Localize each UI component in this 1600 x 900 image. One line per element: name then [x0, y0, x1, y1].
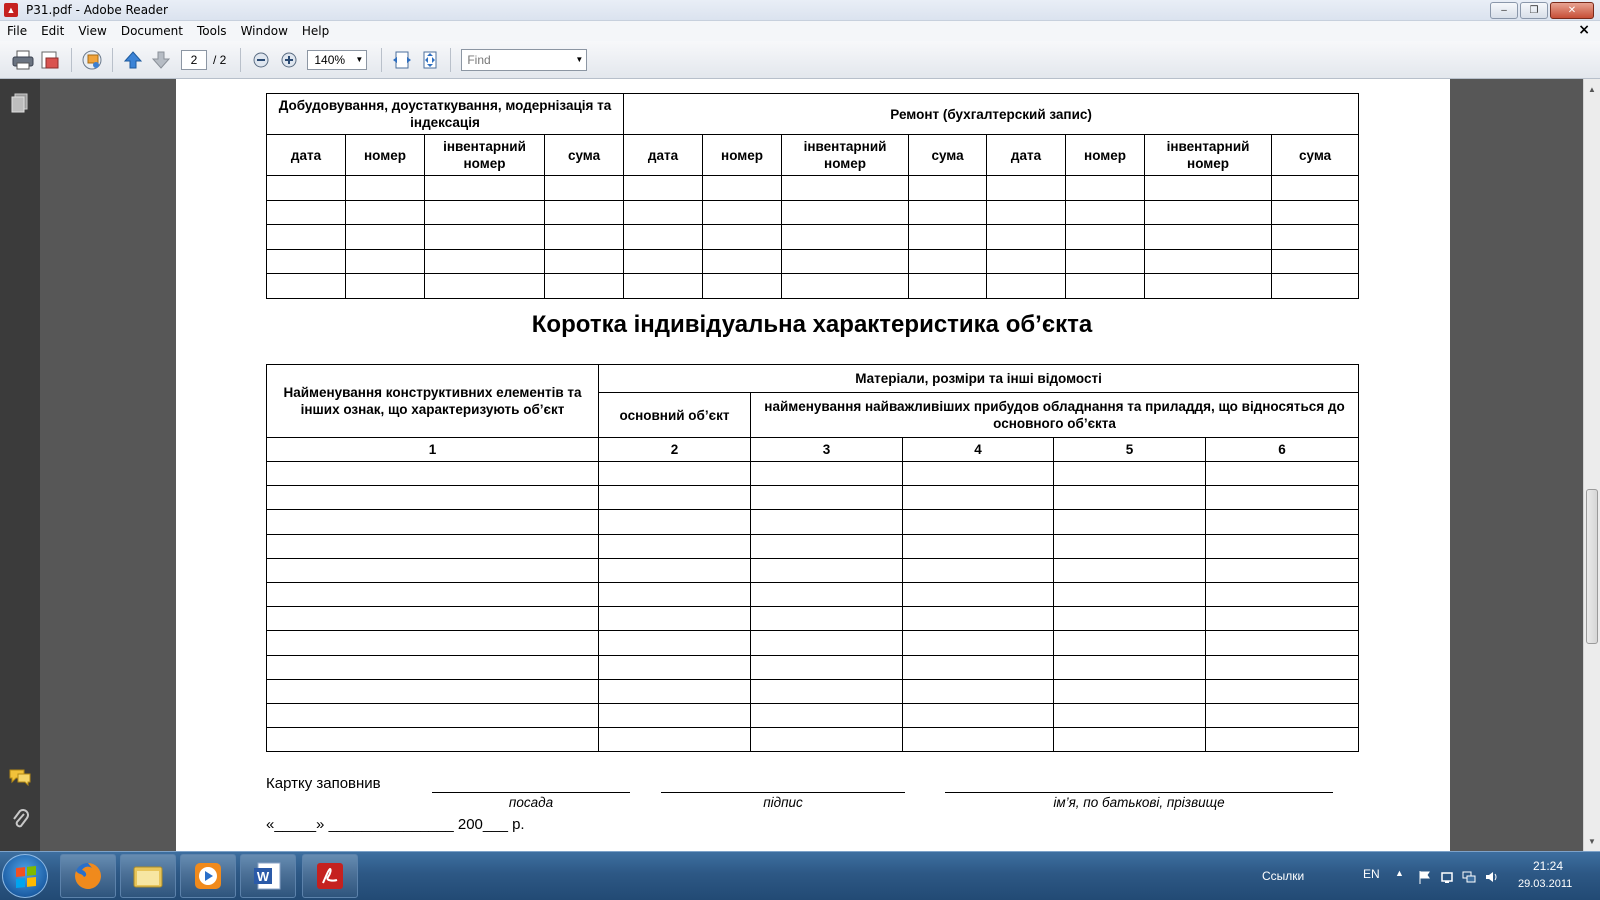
- date-line: «_____» _______________ 200___ р.: [266, 816, 525, 833]
- filled-by-label: Картку заповнив: [266, 775, 381, 792]
- find-placeholder: Find: [467, 52, 491, 67]
- explorer-taskbar-button[interactable]: [120, 854, 176, 898]
- table-row: [267, 225, 1359, 250]
- toolbar-separator: [381, 48, 382, 72]
- comments-icon[interactable]: [8, 765, 32, 789]
- window-title: P31.pdf - Adobe Reader: [26, 3, 168, 17]
- media-player-taskbar-button[interactable]: [180, 854, 236, 898]
- title-bar: [0, 0, 1600, 21]
- restore-button[interactable]: ❐: [1520, 2, 1548, 19]
- firefox-taskbar-button[interactable]: [60, 854, 116, 898]
- start-button[interactable]: [2, 854, 48, 898]
- table-row: [267, 200, 1359, 225]
- zoom-select[interactable]: [307, 50, 367, 70]
- column-number: 6: [1206, 438, 1359, 462]
- table-row: [267, 558, 1359, 582]
- media-player-icon: [192, 860, 224, 892]
- previous-page-icon[interactable]: [122, 49, 144, 71]
- table-row: [267, 176, 1359, 201]
- table-row: [267, 607, 1359, 631]
- toolbar-separator: [240, 48, 241, 72]
- position-caption: посада: [508, 795, 554, 810]
- scroll-up-icon[interactable]: ▲: [1588, 84, 1596, 94]
- chevron-down-icon: ▼: [355, 54, 364, 64]
- word-taskbar-button[interactable]: [240, 854, 296, 898]
- column-number: 5: [1054, 438, 1206, 462]
- group-header-repair: Ремонт (бухгалтерский запис): [624, 94, 1359, 135]
- zoom-value: 140%: [314, 52, 346, 67]
- column-header: сума: [545, 135, 624, 176]
- menu-tools[interactable]: Tools: [197, 24, 227, 38]
- full-name-caption: ім’я, по батькові, прізвище: [1053, 795, 1225, 810]
- characteristics-table: [266, 364, 1359, 752]
- column-header: інвентарний номер: [1145, 135, 1272, 176]
- main-object-header: основний об’єкт: [599, 393, 751, 438]
- table-row: [267, 274, 1359, 299]
- column-header: номер: [1066, 135, 1145, 176]
- column-header: сума: [1272, 135, 1359, 176]
- adobe-reader-taskbar-button[interactable]: [302, 854, 358, 898]
- menu-file[interactable]: File: [7, 24, 28, 38]
- menu-window[interactable]: Window: [240, 24, 288, 38]
- column-number: 4: [903, 438, 1054, 462]
- column-header: інвентарний номер: [782, 135, 909, 176]
- navigation-panel: [0, 79, 40, 851]
- next-page-icon[interactable]: [150, 49, 172, 71]
- vertical-scrollbar[interactable]: [1583, 79, 1600, 851]
- table-row: [267, 679, 1359, 703]
- menu-view[interactable]: View: [78, 24, 107, 38]
- menu-bar: [0, 21, 1600, 41]
- firefox-icon: [72, 860, 104, 892]
- table-row: [267, 534, 1359, 558]
- materials-header: Матеріали, розміри та інші відомості: [599, 365, 1359, 393]
- volume-icon[interactable]: [1485, 870, 1499, 884]
- table-row: [267, 582, 1359, 606]
- toolbar-separator: [112, 48, 113, 72]
- toolbar-separator: [71, 48, 72, 72]
- folder-icon: [132, 862, 164, 890]
- windows-logo-icon: [16, 866, 36, 888]
- document-viewport[interactable]: [40, 79, 1583, 851]
- column-header: дата: [624, 135, 703, 176]
- menu-document[interactable]: Document: [120, 24, 183, 38]
- column-header: номер: [703, 135, 782, 176]
- column-number: 3: [751, 438, 903, 462]
- table-row: [267, 510, 1359, 534]
- column-header: інвентарний номер: [425, 135, 545, 176]
- menu-help[interactable]: Help: [301, 24, 330, 38]
- zoom-in-icon[interactable]: [278, 49, 300, 71]
- pdf-page: [176, 79, 1450, 851]
- clock-date[interactable]: 29.03.2011: [1518, 878, 1573, 890]
- minimize-button[interactable]: –: [1490, 2, 1518, 19]
- fit-page-icon[interactable]: [419, 49, 441, 71]
- adobe-reader-icon: ▲: [4, 3, 18, 17]
- column-header: дата: [267, 135, 346, 176]
- table-row: [267, 249, 1359, 274]
- accessories-header: найменування найважливіших прибудов обладнання та приладдя, що відносяться до основного об’єкта: [751, 393, 1359, 438]
- column-header: дата: [987, 135, 1066, 176]
- links-toolbar[interactable]: Ссылки: [1262, 869, 1305, 883]
- attachment-icon[interactable]: [8, 807, 32, 831]
- language-indicator[interactable]: EN: [1363, 867, 1380, 881]
- table-row: [267, 728, 1359, 752]
- menu-edit[interactable]: Edit: [41, 24, 65, 38]
- toolbar-separator: [450, 48, 451, 72]
- scroll-down-icon[interactable]: ▼: [1588, 836, 1596, 846]
- toolbar: [0, 41, 1600, 79]
- signature-caption: підпис: [763, 795, 803, 810]
- group-header-modernization: Добудовування, доустаткування, модернізація та індексація: [267, 94, 624, 135]
- column-number: 1: [267, 438, 599, 462]
- word-icon: [252, 860, 284, 892]
- table-row: [267, 486, 1359, 510]
- window-controls: [1490, 2, 1594, 19]
- column-header: номер: [346, 135, 425, 176]
- table-row: [267, 703, 1359, 727]
- device-icon[interactable]: [1440, 870, 1454, 884]
- pages-icon[interactable]: [8, 91, 32, 115]
- chevron-down-icon[interactable]: ▼: [575, 54, 584, 64]
- network-icon[interactable]: [1462, 870, 1476, 884]
- column-header: сума: [909, 135, 987, 176]
- svg-text:W: W: [256, 869, 270, 884]
- fit-width-icon[interactable]: [391, 49, 413, 71]
- clock-time[interactable]: 21:24: [1533, 859, 1564, 873]
- elements-header: Найменування конструктивних елементів та інших ознак, що характеризують об’єкт: [267, 365, 599, 438]
- action-center-flag-icon[interactable]: [1417, 870, 1431, 884]
- page-total: / 2: [213, 52, 227, 67]
- table-row: [267, 655, 1359, 679]
- adobe-reader-icon: [314, 860, 346, 892]
- taskbar: [0, 851, 1600, 900]
- signature-line: [661, 792, 905, 793]
- save-copy-icon[interactable]: [40, 49, 62, 71]
- collaborate-icon[interactable]: [81, 49, 103, 71]
- column-number: 2: [599, 438, 751, 462]
- document-close-button[interactable]: ×: [1578, 22, 1590, 38]
- zoom-out-icon[interactable]: [250, 49, 272, 71]
- scrollbar-thumb[interactable]: [1586, 489, 1598, 644]
- accounting-table: [266, 93, 1359, 299]
- page-number-input[interactable]: 2: [181, 50, 207, 70]
- find-input[interactable]: [461, 49, 587, 71]
- table-row: [267, 462, 1359, 486]
- table-row: [267, 631, 1359, 655]
- close-button[interactable]: ✕: [1550, 2, 1594, 19]
- section-heading: Коротка індивідуальна характеристика об’єкта: [531, 311, 1093, 338]
- full-name-line: [945, 792, 1333, 793]
- show-hidden-icons-icon[interactable]: ▲: [1395, 868, 1404, 878]
- position-line: [432, 792, 630, 793]
- print-icon[interactable]: [12, 49, 34, 71]
